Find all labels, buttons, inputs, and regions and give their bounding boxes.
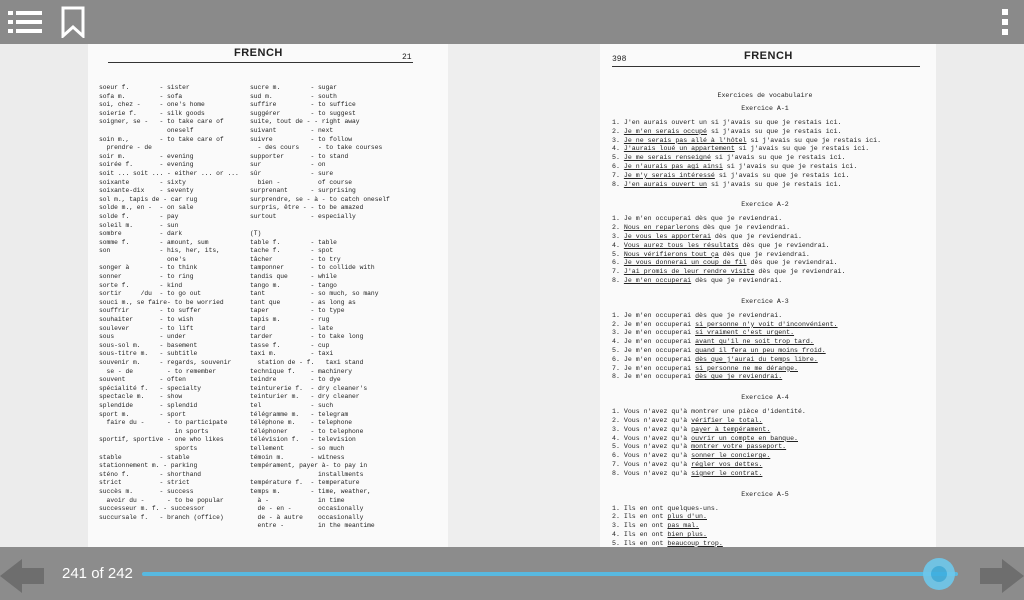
line-text: dès que je reviendrai.	[746, 259, 838, 267]
exercise-title: Exercice A-4	[741, 394, 789, 402]
line-text: ouvrir un compte en banque.	[691, 434, 798, 442]
exercise-title: Exercice A-3	[741, 297, 789, 305]
line-text: Je me serais renseigné	[623, 154, 711, 162]
line-text: Je m'en occuperai	[623, 355, 696, 363]
right-page-number: 398	[612, 55, 627, 64]
line-text: plus d'un.	[667, 513, 707, 521]
exercise-line	[612, 137, 881, 146]
line-number: 4.	[612, 145, 624, 153]
line-text: Je m'en occuperai	[623, 329, 696, 337]
exercise-line	[612, 145, 869, 154]
line-number: 5.	[612, 347, 624, 354]
exercise-line	[612, 365, 798, 374]
line-text: quand il fera un peu moins froid.	[695, 347, 826, 354]
line-number: 1.	[612, 504, 624, 512]
line-number: 3.	[612, 329, 624, 337]
exercise-line	[612, 329, 794, 338]
line-text: Je m'y serais intéressé	[623, 171, 715, 179]
line-text: montrer votre passeport.	[691, 443, 787, 451]
exercise-line	[612, 321, 838, 330]
exercise-line	[612, 128, 842, 137]
line-number: 6.	[612, 163, 624, 170]
line-text: si j'avais su que je restais ici.	[722, 163, 858, 170]
left-page-number: 21	[402, 53, 412, 62]
line-number: 6.	[612, 355, 624, 363]
line-number: 1.	[612, 311, 624, 319]
line-number: 5.	[612, 154, 624, 162]
page-gutter	[448, 44, 600, 547]
line-text: Je m'en occuperai	[623, 338, 696, 346]
line-number: 6.	[612, 452, 624, 460]
line-number: 8.	[612, 277, 624, 284]
exercise-line	[612, 373, 782, 382]
exercise-line	[612, 356, 818, 365]
line-text: Je n'aurais pas agi ainsi	[623, 163, 723, 170]
line-text: Je m'en serais occupé	[623, 127, 707, 135]
line-text: dès que je reviendrai.	[695, 373, 783, 381]
line-text: Vous n'avez qu'à	[623, 469, 692, 477]
progress-thumb-center	[931, 566, 947, 582]
line-number: 3.	[612, 233, 624, 240]
line-text: Ils en ont quelques-uns.	[623, 504, 719, 512]
line-text: sonner le concierge.	[691, 452, 771, 460]
line-text: dès que je reviendrai.	[718, 250, 810, 258]
line-text: Vous n'avez qu'à	[623, 443, 692, 451]
exercise-line	[612, 268, 845, 277]
left-page	[88, 44, 448, 547]
left-header-rule	[108, 62, 413, 63]
line-text: si j'avais su que je restais ici.	[706, 180, 842, 188]
line-text: Vous n'avez qu'à	[623, 461, 692, 468]
line-number: 2.	[612, 320, 624, 328]
exercise-title: Exercice A-1	[741, 105, 789, 112]
line-number: 8.	[612, 180, 624, 188]
book-spread[interactable]	[0, 44, 1024, 547]
line-text: Je ne serais pas allé à l'hôtel	[623, 136, 747, 144]
exercise-line	[612, 426, 770, 435]
exercise-line	[612, 461, 762, 470]
exercise-line	[612, 513, 707, 522]
line-text: dès que je reviendrai.	[691, 277, 783, 284]
line-text: Ils en ont	[623, 531, 668, 538]
exercise-title: Exercice A-2	[741, 201, 789, 209]
exercise-line	[612, 242, 830, 251]
line-number: 8.	[612, 469, 624, 477]
line-text: Vous n'avez qu'à	[623, 425, 692, 433]
line-text: payer à tempérament.	[691, 425, 771, 433]
line-text: Je m'en occuperai dès que je reviendrai.	[623, 311, 783, 319]
line-number: 7.	[612, 364, 624, 372]
exercise-line	[612, 233, 802, 242]
line-text: beaucoup trop.	[667, 539, 723, 547]
line-text: J'en aurais ouvert un	[623, 180, 707, 188]
section-title: Exercices de vocabulaire	[717, 92, 813, 99]
exercise-line	[612, 154, 845, 163]
right-page-header: FRENCH	[744, 50, 793, 62]
exercise-line	[612, 452, 770, 461]
line-text: Je m'en occuperai	[623, 347, 696, 354]
exercise-line	[612, 435, 798, 444]
line-text: dès que je reviendrai.	[738, 241, 830, 249]
line-number: 1.	[612, 408, 624, 416]
exercise-line	[612, 347, 826, 356]
line-number: 2.	[612, 127, 624, 135]
line-text: signer le contrat.	[691, 469, 763, 477]
exercise-line	[612, 181, 842, 190]
more-vertical-icon[interactable]	[1000, 9, 1010, 35]
line-text: Vous n'avez qu'à	[623, 434, 692, 442]
vocab-column-2: sucre m. - sugar sud m. - south suffire - to suffice suggérer - to suggest suite, tout de - - right away suivant - next suivre - to follow - des cours - to take courses supporter - to stand sur - on sûr - sure bien - of course surprenant - surprising surprendre, se - à - to catch oneself surpris, être - - to be amazed surtout - especially (T) table f. - table tache f. - spot tâcher - to try tamponner - to collide with tandis que - while tango m. - tango tant - so much, so many tant que - as long as taper - to type tapis m. - rug tard - late tarder - to take long tasse f. - cup taxi m. - taxi station de - f. taxi stand technique f. - machinery teindre - to dye teinturerie f. - dry cleaner's teinturier m. - dry cleaner tel - such télégramme m. - telegram téléphone m. - telephone téléphoner - to telephone télévision f. - television tellement - so much témoin m. - witness tempérament, payer à- to pay in installments température f. - temperature temps m. - time, weather, à - in time de - en - occasionally de - à autre occasionally entre - in the meantime	[250, 84, 390, 530]
line-text: dès que je reviendrai.	[754, 268, 846, 276]
exercise-line	[612, 277, 782, 286]
line-text: si j'avais su que je restais ici.	[746, 136, 882, 144]
exercise-line	[612, 531, 707, 540]
line-text: si vraiment c'est urgent.	[695, 329, 795, 337]
exercise-line	[612, 119, 842, 128]
line-text: Ils en ont	[623, 539, 668, 547]
line-text: si j'avais su que je restais ici.	[734, 145, 870, 153]
line-text: Je m'en occuperai	[623, 364, 696, 372]
line-number: 2.	[612, 224, 624, 232]
line-text: Je m'en occuperai	[623, 277, 692, 284]
line-number: 2.	[612, 417, 624, 424]
line-text: Nous en reparlerons	[623, 224, 700, 232]
line-text: si personne ne me dérange.	[695, 364, 798, 372]
exercise-line	[612, 163, 857, 172]
right-page	[600, 44, 936, 547]
line-text: Je vous donnerai un coup de fil	[623, 259, 747, 267]
line-number: 5.	[612, 250, 624, 258]
vocab-column-1: soeur f. - sister sofa m. - sofa soi, chez - - one's home soierie f. - silk goods soigner, se - - to take care of oneself soin m., - to take care of prendre - de soir m. - evening soirée f. - evening soit ... soit ... - either ... or ... soixante - sixty soixante-dix - seventy sol m., tapis de - car rug solde m., en - - on sale solde f. - pay soleil m. - sun sombre - dark somme f. - amount, sum son - his, her, its, one's songer à - to think sonner - to ring sorte f. - kind sortir /du - to go out souci m., se faire- to be worried souffrir - to suffer souhaiter - to wish soulever - to lift sous - under sous-sol m. - basement sous-titre m. - subtitle souvenir m. - regards, souvenir se - de - to remember souvent - often spécialité f. - specialty spectacle m. - show splendide - splendid sport m. - sport faire du - - to participate in sports sportif, sportive - one who likes sports stable - stable stationnement m. - parking sténo f. - shorthand strict - strict succès m. - success avoir du - - to be popular successeur m. f. - successor succursale f. - branch (office)	[99, 84, 239, 521]
line-number: 1.	[612, 119, 624, 126]
left-page-header: FRENCH	[234, 47, 283, 59]
line-number: 3.	[612, 425, 624, 433]
line-number: 3.	[612, 522, 624, 530]
next-page-arrow-icon[interactable]	[980, 559, 1024, 593]
line-text: si j'avais su que je restais ici.	[714, 171, 850, 179]
line-text: vérifier le total.	[691, 417, 763, 424]
exercise-line	[612, 505, 719, 514]
line-number: 7.	[612, 268, 624, 276]
line-text: Ils en ont	[623, 513, 668, 521]
line-number: 7.	[612, 171, 624, 179]
line-number: 4.	[612, 531, 624, 538]
line-number: 5.	[612, 443, 624, 451]
line-text: Vous n'avez qu'à	[623, 452, 692, 460]
line-text: avant qu'il ne soit trop tard.	[695, 338, 814, 346]
line-text: Je vous les apporterai	[623, 233, 711, 240]
line-number: 6.	[612, 259, 624, 267]
line-text: Vous n'avez qu'à montrer une pièce d'identité.	[623, 408, 806, 416]
line-text: J'ai promis de leur rendre visite	[623, 268, 755, 276]
line-text: Vous n'avez qu'à	[623, 417, 692, 424]
line-number: 4.	[612, 338, 624, 346]
exercise-line	[612, 417, 762, 426]
exercise-line	[612, 312, 782, 321]
line-text: Nous vérifierons tout ça	[623, 250, 719, 258]
line-text: dès que je reviendrai.	[699, 224, 791, 232]
menu-icon[interactable]	[8, 9, 42, 35]
line-text: régler vos dettes.	[691, 461, 763, 468]
exercise-title: Exercice A-5	[741, 490, 789, 498]
line-number: 3.	[612, 136, 624, 144]
right-header-rule	[612, 66, 920, 67]
line-text: Je m'en occuperai dès que je reviendrai.	[623, 215, 783, 223]
bookmark-icon[interactable]	[60, 6, 86, 38]
line-number: 4.	[612, 241, 624, 249]
line-number: 5.	[612, 539, 624, 547]
line-text: pas mal.	[667, 522, 700, 530]
line-number: 7.	[612, 461, 624, 468]
line-number: 2.	[612, 513, 624, 521]
prev-page-arrow-icon[interactable]	[0, 559, 44, 593]
exercise-line	[612, 251, 810, 260]
line-text: bien plus.	[667, 531, 707, 538]
line-text: Je m'en occuperai	[623, 373, 696, 381]
page-count: 241 of 242	[62, 565, 133, 582]
line-text: si j'avais su que je restais ici.	[706, 127, 842, 135]
progress-track[interactable]	[142, 572, 958, 576]
line-text: Ils en ont	[623, 522, 668, 530]
line-number: 1.	[612, 215, 624, 223]
line-text: J'en aurais ouvert un si j'avais su que je restais ici.	[623, 119, 842, 126]
line-text: si personne n'y voit d'inconvénient.	[695, 320, 838, 328]
bottom-navigation-bar	[0, 547, 1024, 600]
top-toolbar	[0, 0, 1024, 44]
exercise-line	[612, 172, 849, 181]
progress-thumb[interactable]	[923, 558, 955, 590]
exercise-line	[612, 259, 838, 268]
exercise-line	[612, 470, 762, 479]
exercise-line	[612, 522, 699, 531]
line-text: Je m'en occuperai	[623, 320, 696, 328]
line-text: dès que j'aurai du temps libre.	[695, 355, 818, 363]
exercise-line	[612, 215, 782, 224]
line-text: Vous aurez tous les résultats	[623, 241, 739, 249]
line-text: dès que je reviendrai.	[710, 233, 802, 240]
line-text: J'aurais loué un appartement	[623, 145, 735, 153]
line-number: 4.	[612, 434, 624, 442]
exercise-line	[612, 224, 790, 233]
line-number: 8.	[612, 373, 624, 381]
exercise-line	[612, 443, 786, 452]
exercise-line	[612, 408, 806, 417]
exercise-line	[612, 338, 814, 347]
line-text: si j'avais su que je restais ici.	[710, 154, 846, 162]
